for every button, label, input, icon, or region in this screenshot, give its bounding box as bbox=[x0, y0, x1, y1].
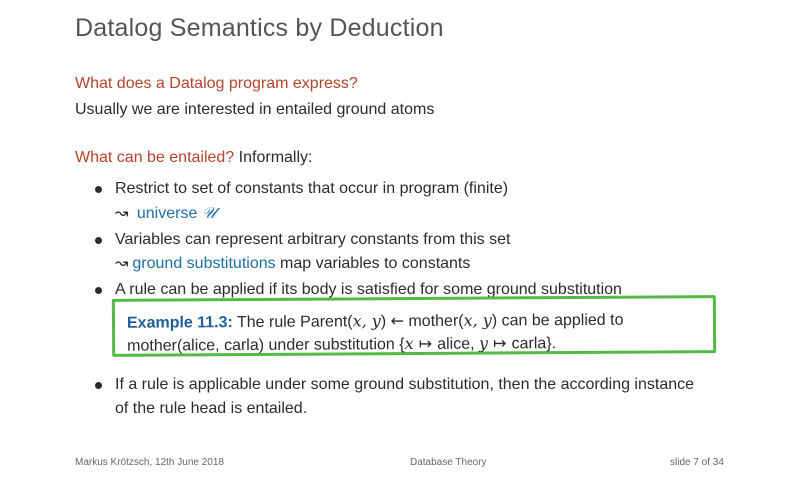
bullet-subline bbox=[115, 252, 510, 276]
footer-course: Database Theory bbox=[410, 457, 487, 468]
informally-label: Informally: bbox=[238, 149, 313, 166]
maps-to-icon: ↦ bbox=[413, 333, 438, 354]
math-var-x: x bbox=[404, 334, 414, 354]
example-text: carla}. bbox=[511, 335, 557, 353]
footer-author: Markus Krötzsch, 12th June 2018 bbox=[75, 457, 224, 468]
bullet-dot-icon bbox=[95, 237, 102, 244]
example-text: mother( bbox=[403, 312, 464, 331]
bullet-text: A rule can be applied if its body is satisfied for some ground substitution bbox=[115, 281, 622, 298]
bullet-text: Variables can represent arbitrary constants from this set bbox=[115, 231, 511, 248]
rule-arrow-icon: ← bbox=[390, 311, 405, 331]
maps-to-icon: ↦ bbox=[487, 333, 512, 353]
math-vars: x, y bbox=[463, 310, 492, 330]
example-text: ) bbox=[380, 313, 391, 331]
bullet-subline-rest: map variables to constants bbox=[275, 255, 471, 272]
bullet-dot-icon bbox=[95, 186, 102, 193]
bullet-text: Restrict to set of constants that occur in program (finite) bbox=[115, 180, 509, 197]
example-box bbox=[112, 295, 716, 357]
question-what-can-be-entailed: What can be entailed? bbox=[75, 149, 235, 166]
universe-term: universe bbox=[136, 205, 198, 222]
example-line-1 bbox=[127, 308, 699, 334]
leads-to-arrow-icon: ↝ bbox=[115, 255, 129, 272]
example-text: The rule Parent( bbox=[236, 313, 353, 332]
universe-symbol: 𝒰 bbox=[201, 203, 217, 222]
example-text: mother(alice, carla) under substitution { bbox=[127, 336, 405, 355]
question-what-does-program-express: What does a Datalog program express? bbox=[75, 75, 358, 92]
bullet-subline bbox=[115, 201, 508, 226]
math-vars: x, y bbox=[352, 311, 381, 331]
bullet-text-continued: of the rule head is entailed. bbox=[115, 400, 308, 417]
bullet-dot-icon bbox=[95, 287, 102, 294]
leads-to-arrow-icon: ↝ bbox=[115, 205, 129, 222]
entailed-ground-atoms-line: Usually we are interested in entailed ground atoms bbox=[75, 101, 435, 118]
footer-slide-number: slide 7 of 34 bbox=[670, 457, 724, 468]
example-line-2 bbox=[127, 331, 699, 357]
bullet-item bbox=[95, 373, 694, 421]
what-can-be-entailed-line bbox=[75, 149, 312, 167]
bullet-text: If a rule is applicable under some ground substitution, then the according instance bbox=[115, 376, 695, 393]
bullet-item bbox=[95, 228, 510, 276]
math-var-y: y bbox=[478, 333, 489, 353]
slide-title: Datalog Semantics by Deduction bbox=[75, 14, 444, 42]
bullet-item bbox=[95, 177, 508, 226]
example-text: alice, bbox=[437, 335, 480, 353]
example-text: ) can be applied to bbox=[491, 311, 624, 330]
bullet-dot-icon bbox=[95, 382, 102, 389]
example-label: Example 11.3: bbox=[126, 314, 233, 332]
ground-substitutions-term: ground substitutions bbox=[132, 255, 276, 272]
